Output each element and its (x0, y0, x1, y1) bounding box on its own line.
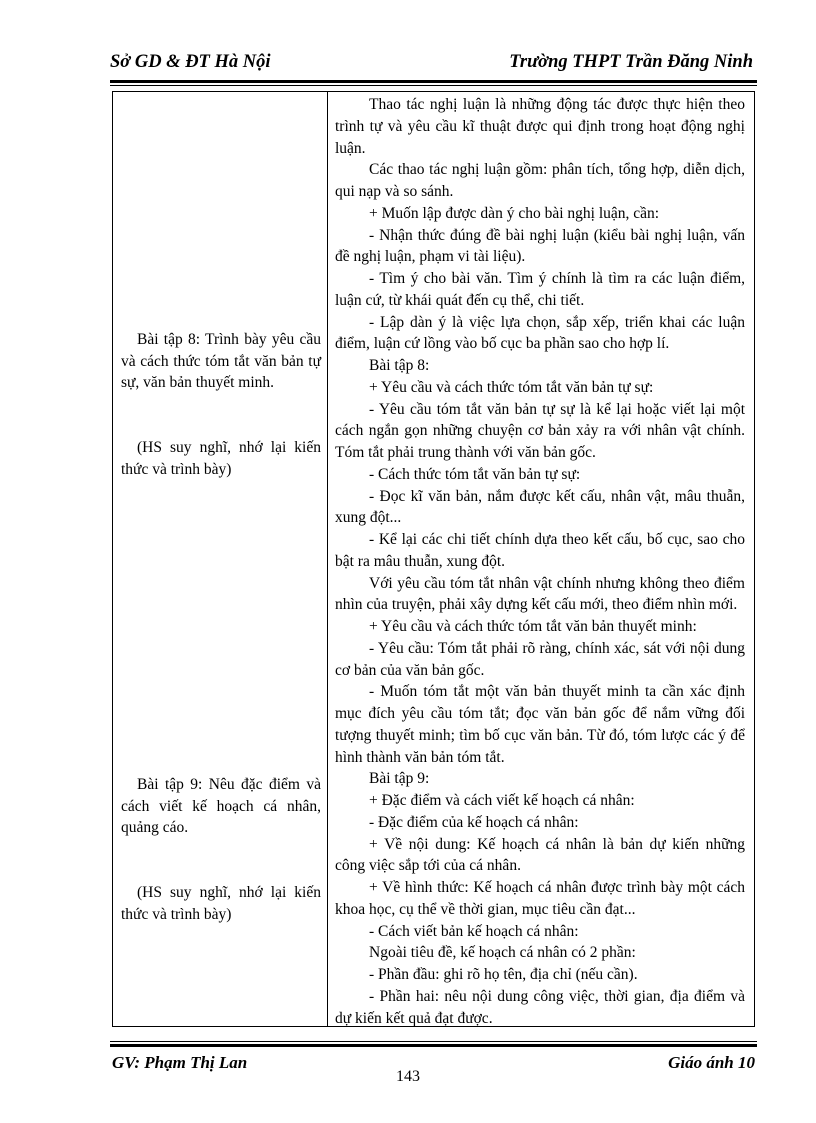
page-header (110, 50, 753, 80)
column-divider (327, 92, 328, 1026)
paragraph: - Cách viết bản kế hoạch cá nhân: (369, 922, 579, 940)
left-column (113, 92, 327, 1026)
footer-rule-thin (110, 1041, 757, 1042)
paragraph: - Đặc điểm của kế hoạch cá nhân: (369, 813, 579, 831)
paragraph: Bài tập 8: (369, 357, 430, 374)
exercise-9-question: Bài tập 9: Nêu đặc điểm và cách viết kế hoạch cá nhân, quảng cáo. (121, 776, 321, 836)
exercise-8-block (121, 329, 321, 394)
footer-book-title: Giáo ánh 10 (668, 1053, 755, 1072)
exercise-8-question: Bài tập 8: Trình bày yêu cầu và cách thức tóm tắt văn bản tự sự, văn bản thuyết minh. (121, 331, 321, 391)
paragraph: - Phần hai: nêu nội dung công việc, thời gian, địa điểm và dự kiến kết quả đạt được. (335, 987, 745, 1027)
page-number: 143 (396, 1068, 420, 1085)
paragraph: + Yêu cầu và cách thức tóm tắt văn bản thuyết minh: (369, 618, 697, 635)
content-table (112, 91, 755, 1027)
paragraph: - Cách thức tóm tắt văn bản tự sự: (369, 465, 581, 483)
footer-rule-thick (110, 1044, 757, 1047)
paragraph: - Phần đầu: ghi rõ họ tên, địa chỉ (nếu cần). (369, 966, 638, 983)
paragraph: Với yêu cầu tóm tắt nhân vật chính nhưng không theo điểm nhìn của truyện, phải xây dựng kết cấu mới, theo điểm nhìn mới. (335, 574, 745, 614)
right-column (335, 94, 745, 1029)
paragraph: + Về hình thức: Kế hoạch cá nhân được trình bày một cách khoa học, cụ thể về thời gian, mục tiêu cần đạt... (335, 879, 745, 918)
paragraph: Bài tập 9: (369, 770, 430, 788)
exercise-9-block (121, 774, 321, 839)
paragraph: - Muốn tóm tắt một văn bản thuyết minh ta cần xác định mục đích yêu cầu tóm tắt; đọc văn bản gốc để nắm vững đối tượng thuyết minh; tìm bố cục văn bản. Từ đó, tóm lược các ý để hình thành văn bản tóm tắt. (335, 683, 745, 766)
paragraph: - Nhận thức đúng đề bài nghị luận (kiểu bài nghị luận, vấn đề nghị luận, phạm vi tài liệu). (335, 226, 745, 266)
header-rule-thick (110, 80, 757, 83)
paragraph: + Về nội dung: Kế hoạch cá nhân là bản dự kiến những công việc sắp tới của cá nhân. (335, 835, 745, 875)
paragraph: + Yêu cầu và cách thức tóm tắt văn bản tự sự: (369, 378, 654, 396)
paragraph: Các thao tác nghị luận gồm: phân tích, tổng hợp, diễn dịch, qui nạp và so sánh. (335, 161, 745, 200)
paragraph: + Đặc điểm và cách viết kế hoạch cá nhân: (369, 792, 635, 809)
paragraph: - Đọc kĩ văn bản, nắm được kết cấu, nhân vật, mâu thuẫn, xung đột... (335, 487, 745, 527)
exercise-9-note-block (121, 882, 321, 925)
exercise-8-note-block (121, 437, 321, 480)
paragraph: - Lập dàn ý là việc lựa chọn, sắp xếp, triển khai các luận điểm, luận cứ lồng vào bố cục ba phần sao cho hợp lí. (335, 313, 745, 353)
paragraph: Ngoài tiêu đề, kế hoạch cá nhân có 2 phần: (369, 944, 636, 962)
paragraph: - Yêu cầu tóm tắt văn bản tự sự là kể lại hoặc viết lại một cách ngắn gọn những chuyện cơ bản xảy ra với nhân vật chính. Tóm tắt phải trung thành với văn bản gốc. (335, 400, 745, 461)
paragraph: + Muốn lập được dàn ý cho bài nghị luận, cần: (369, 204, 660, 222)
exercise-8-note: (HS suy nghĩ, nhớ lại kiến thức và trình bày) (121, 439, 321, 478)
paragraph: - Tìm ý cho bài văn. Tìm ý chính là tìm ra các luận điểm, luận cứ, từ khái quát đến cụ thể, chi tiết. (335, 270, 745, 309)
paragraph: - Yêu cầu: Tóm tắt phải rõ ràng, chính xác, sát với nội dung cơ bản của văn bản gốc. (335, 639, 745, 679)
paragraph: - Kể lại các chi tiết chính dựa theo kết cấu, bố cục, sao cho bật ra mâu thuẫn, xung đột. (335, 531, 745, 570)
header-rule-thin (110, 85, 757, 86)
paragraph: Thao tác nghị luận là những động tác được thực hiện theo trình tự và yêu cầu kĩ thuật được qui định trong hoạt động nghị luận. (335, 96, 745, 157)
header-school-department: Sở GD & ĐT Hà Nội (110, 52, 271, 72)
exercise-9-note: (HS suy nghĩ, nhớ lại kiến thức và trình bày) (121, 884, 321, 923)
footer-teacher: GV: Phạm Thị Lan (112, 1053, 248, 1072)
header-school-name: Trường THPT Trần Đăng Ninh (509, 52, 753, 72)
